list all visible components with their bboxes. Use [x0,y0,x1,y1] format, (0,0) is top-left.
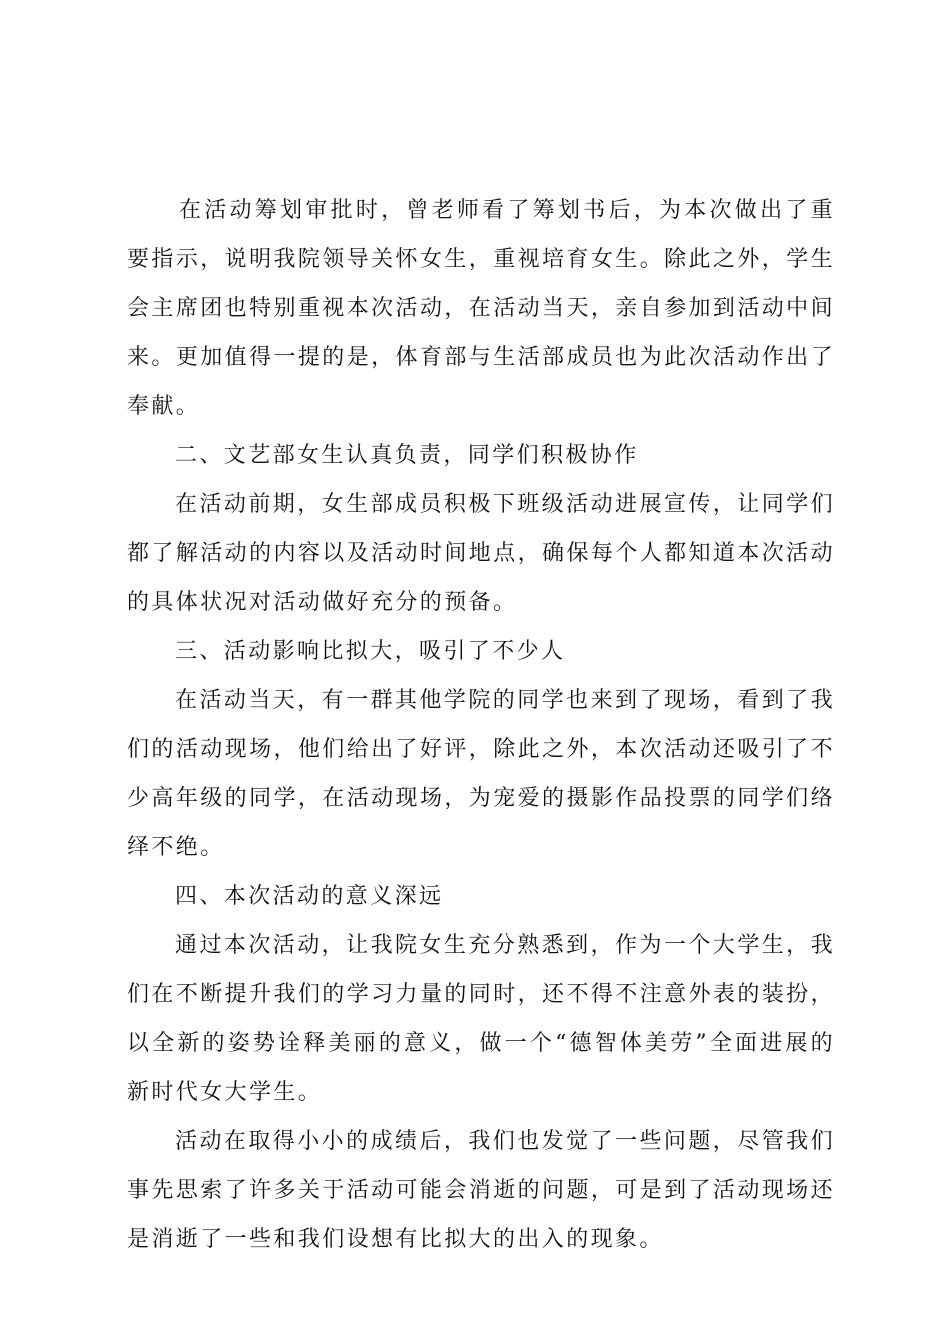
section-heading-4: 四、本次活动的意义深远 [175,884,444,909]
document-body [127,186,835,1264]
paragraph-early-promotion: 在活动前期，女生部成员积极下班级活动进展宣传，让同学们都了解活动的内容以及活动时间地点，确保每个人都知道本次活动的具体状况对活动做好充分的预备。 [127,492,835,615]
section-heading-2: 二、文艺部女生认真负责，同学们积极协作 [175,443,639,468]
section-heading-3: 三、活动影响比拟大，吸引了不少人 [175,639,566,664]
paragraph-approval-guidance: 在活动筹划审批时，曾老师看了筹划书后，为本次做出了重要指示，说明我院领导关怀女生，重视培育女生。除此之外，学生会主席团也特别重视本次活动，在活动当天，亲自参加到活动中间来。更加值得一提的是，体育部与生活部成员也为此次活动作出了奉献。 [127,198,835,419]
paragraph-event-impact: 在活动当天，有一群其他学院的同学也来到了现场，看到了我们的活动现场，他们给出了好评，除此之外，本次活动还吸引了不少高年级的同学，在活动现场，为宠爱的摄影作品投票的同学们络绎不绝。 [127,688,835,860]
paragraph-event-significance: 通过本次活动，让我院女生充分熟悉到，作为一个大学生，我们在不断提升我们的学习力量的同时，还不得不注意外表的装扮，以全新的姿势诠释美丽的意义，做一个“德智体美劳”全面进展的新时代女大学生。 [127,933,835,1105]
paragraph-problems-found: 活动在取得小小的成绩后，我们也发觉了一些问题，尽管我们事先思索了许多关于活动可能会消逝的问题，可是到了活动现场还是消逝了一些和我们设想有比拟大的出入的现象。 [127,1129,835,1252]
